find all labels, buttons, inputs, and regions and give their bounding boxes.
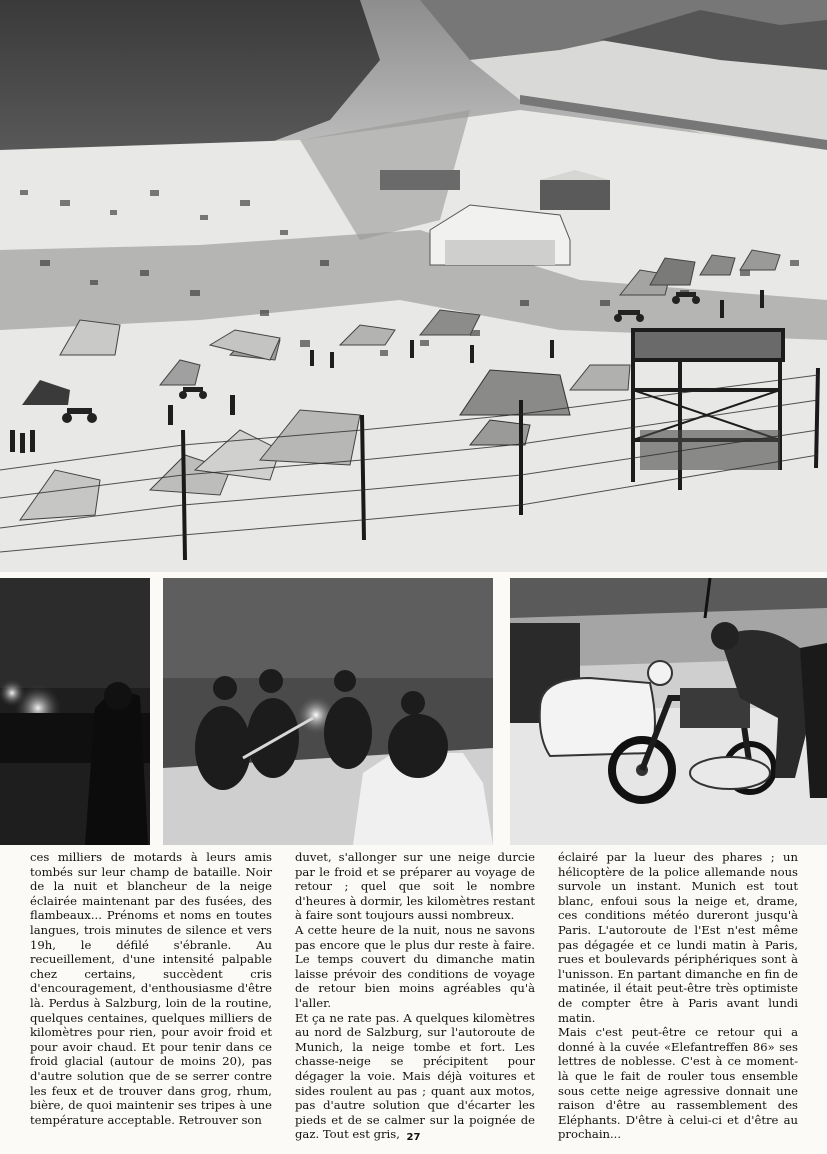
article-paragraph: Mais c'est peut-être ce retour qui a donné à la cuvée «Elefantreffen 86» ses lettres de noblesse. C'est à ce moment-là que le fait de rouler tous ensemble sous cette neige agressive donnait une raison d'être au rassemblement des Eléphants. D'être à celui-ci et d'être au prochain... — [558, 1025, 798, 1142]
article-paragraph: Et ça ne rate pas. A quelques kilomètres au nord de Salzburg, sur l'autoroute de Munich, la neige tombe et fort. Les chasse-neige se précipitent pour dégager la voie. Mais déjà voitures et sides roulent au pas ; quant aux motos, pas d'autre solution que d'écarter les pieds et de se calmer sur la poignée de gaz. Tout est gris, — [295, 1010, 535, 1142]
article-column-1 — [30, 850, 272, 1127]
article-paragraph: A cette heure de la nuit, nous ne savons pas encore que le plus dur reste à faire. Le temps couvert du dimanche matin laisse prévoir des conditions de voyage de retour bien moins agréables qu'à l'aller. — [295, 922, 535, 1010]
page-number: 27 — [406, 1132, 421, 1143]
campfire-photo — [163, 578, 493, 845]
article-paragraph: duvet, s'allonger sur une neige durcie par le froid et se préparer au voyage de retour ; quel que soit le nombre d'heures à dormir, les kilomètres restant à faire sont toujours aussi nombreux. — [295, 850, 535, 923]
sidecar-photo — [510, 578, 827, 845]
main-photo — [0, 0, 827, 572]
night-crowd-image — [0, 578, 150, 845]
article-paragraph: éclairé par la lueur des phares ; un hélicoptère de la police allemande nous survole un instant. Munich est tout blanc, enfoui sous la neige et, drame, ces conditions météo dureront jusqu'à Paris. L'autoroute de l'Est n'est même pas dégagée et ce lundi matin à Paris, rues et boulevards périphériques sont à l'unisson. En partant dimanche en fin de matinée, il était peut-être très optimiste de compter être à Paris avant lundi matin. — [558, 850, 798, 1025]
sidecar-motorcycle-image — [510, 578, 827, 845]
night-fires-photo — [0, 578, 150, 845]
snowy-valley-camp-image — [0, 0, 827, 572]
riders-campfire-image — [163, 578, 493, 845]
article-column-2 — [295, 850, 535, 1142]
article-paragraph: ces milliers de motards à leurs amis tombés sur leur champ de bataille. Noir de la nuit et blancheur de la neige éclairée maintenant par des fusées, des flambeaux... Prénoms et noms en toutes langues, trois minutes de silence et vers 19h, le défilé s'ébranle. Au recueillement, d'une intensité palpable chez certains, succèdent cris d'encouragement, d'enthousiasme d'être là. Perdus à Salzburg, loin de la routine, quelques centaines, quelques milliers de kilomètres pour rien, pour avoir froid et pour avoir chaud. Et pour tenir dans ce froid glacial (autour de moins 20), pas d'autre solution que de se serrer contre les feux et de trouver dans grog, rhum, bière, de quoi maintenir ses tripes à une température acceptable. Retrouver son — [30, 850, 272, 1127]
article-column-3 — [558, 850, 798, 1142]
